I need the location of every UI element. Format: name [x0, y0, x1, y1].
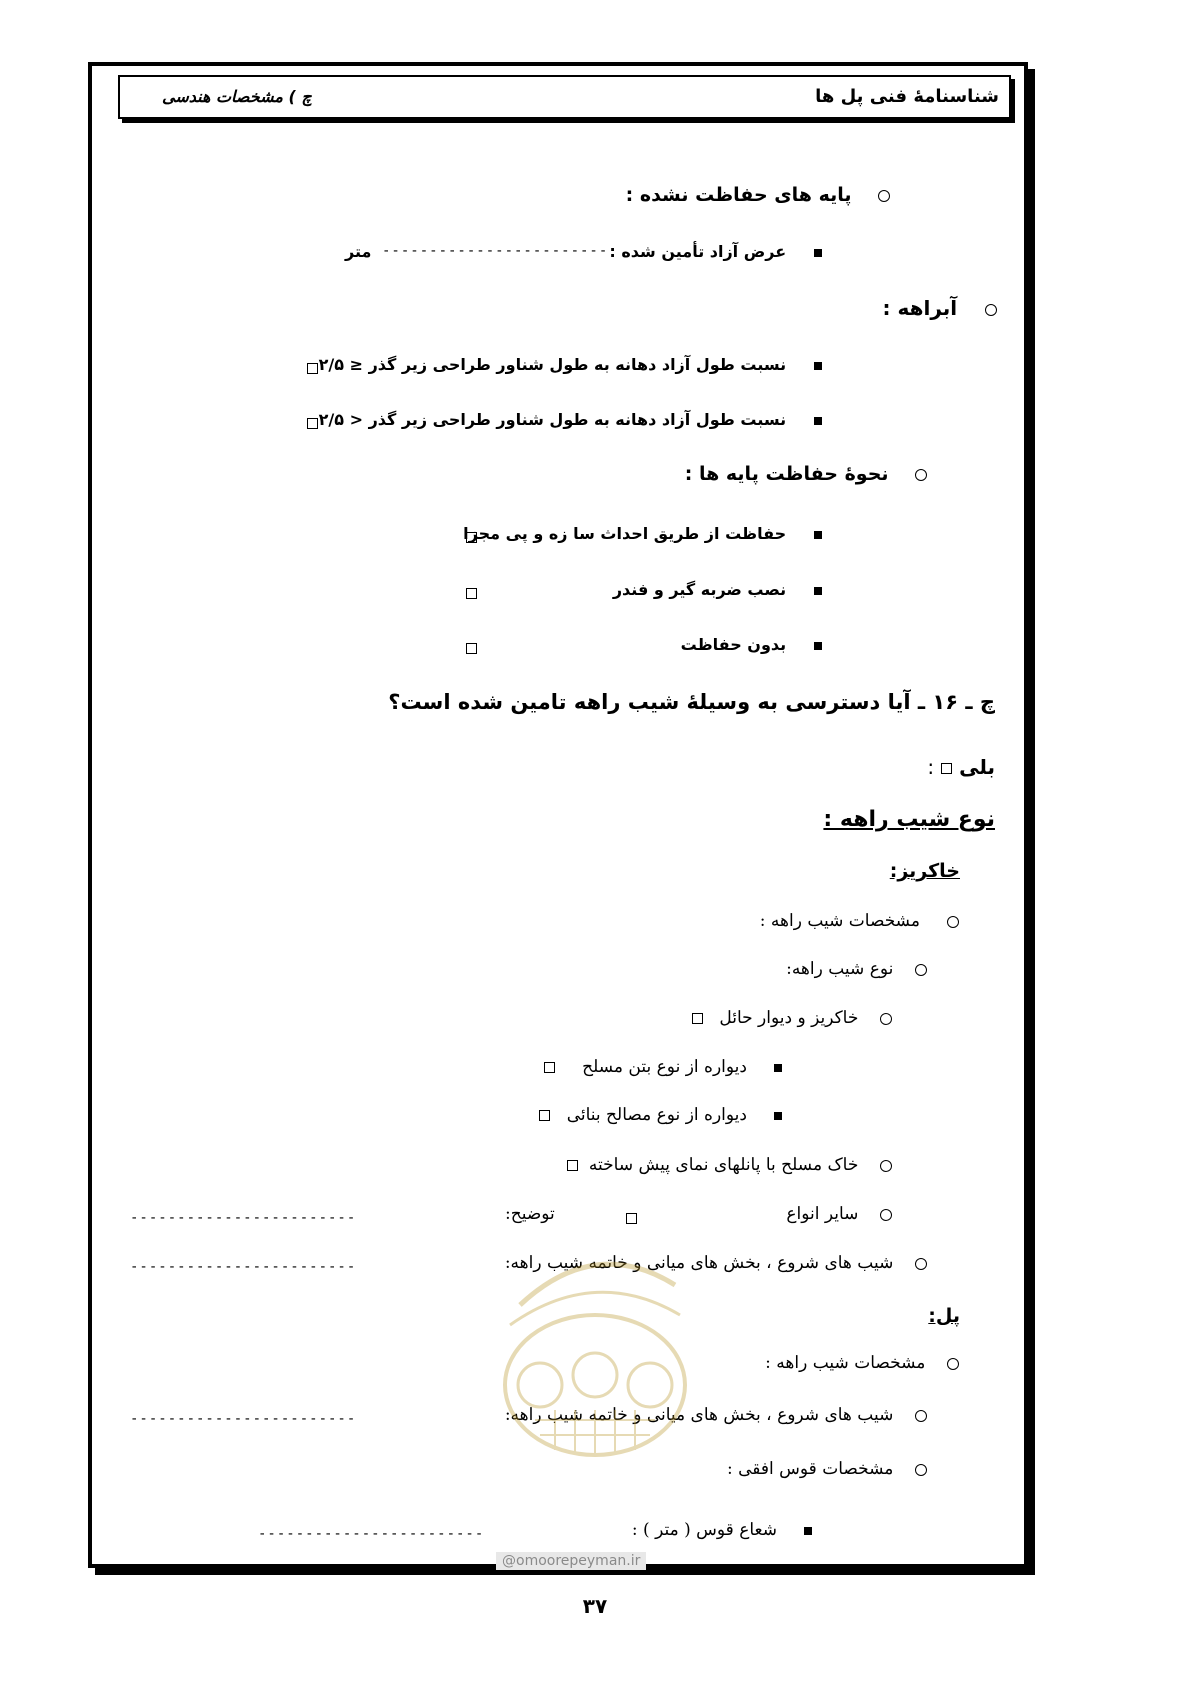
question-16: چ ـ ۱۶ ـ آیا دسترسی به وسیلهٔ شیب راهه تامین شده است؟ [388, 690, 995, 714]
ramp-type-heading: نوع شیب راهه : [823, 807, 995, 832]
circle-bullet-icon [947, 1358, 959, 1370]
circle-bullet-icon [915, 469, 927, 481]
checkbox-emb-retaining[interactable] [692, 1013, 703, 1024]
free-width-label: عرض آزاد تأمین شده : [609, 242, 787, 261]
horizontal-curve-label: مشخصات قوس افقی : [726, 1459, 894, 1479]
mse-panels-item [567, 1155, 892, 1175]
checkbox-prot-3[interactable] [466, 643, 477, 654]
wall-rc-item [544, 1057, 782, 1077]
circle-bullet-icon [947, 916, 959, 928]
ramp-specs-label: مشخصات شیب راهه : [759, 911, 920, 931]
embankment-heading: خاکریز: [889, 860, 960, 882]
circle-bullet-icon [915, 1464, 927, 1476]
yes-item [927, 755, 995, 779]
emb-retaining-label: خاکریز و دیوار حائل [719, 1008, 859, 1028]
bridge-heading: پل: [928, 1305, 960, 1327]
unprotected-piers-item [626, 184, 890, 206]
slopes-label: شیب های شروع ، بخش های میانی و خاتمه شیب راهه: [504, 1253, 894, 1273]
ramp-type-item [786, 959, 927, 979]
circle-bullet-icon [878, 190, 890, 202]
bridge-ramp-specs-item [765, 1353, 959, 1373]
other-types-label: سایر انواع [786, 1204, 859, 1224]
pier-protection-label: نحوهٔ حفاظت پایه ها : [684, 463, 889, 485]
yes-colon: : [927, 755, 935, 779]
checkbox-wall-masonry[interactable] [539, 1110, 550, 1121]
page-number: ۳۷ [582, 1594, 608, 1618]
circle-bullet-icon [985, 304, 997, 316]
ramp-type-label: نوع شیب راهه: [786, 959, 894, 979]
circle-bullet-icon [915, 1410, 927, 1422]
checkbox-prot-1[interactable] [466, 532, 477, 543]
horizontal-curve-item [727, 1459, 927, 1479]
ramp-specs-item [760, 911, 959, 931]
checkbox-ratio-le[interactable] [307, 363, 318, 374]
bridge-slopes-label: شیب های شروع ، بخش های میانی و خاتمه شیب راهه: [504, 1405, 894, 1425]
curve-radius-label: شعاع قوس ( متر ) : [631, 1520, 777, 1540]
checkbox-mse-panels[interactable] [567, 1160, 578, 1171]
square-bullet-icon [814, 362, 822, 370]
watermark-logo-icon [490, 1245, 700, 1465]
prot-3-item [681, 635, 822, 654]
circle-bullet-icon [915, 1258, 927, 1270]
bridge-slopes-blank: ------------------------ [130, 1411, 357, 1427]
bridge-ramp-specs-label: مشخصات شیب راهه : [765, 1353, 926, 1373]
square-bullet-icon [814, 249, 822, 257]
unprotected-piers-label: پایه های حفاظت نشده : [625, 184, 852, 206]
mse-panels-label: خاک مسلح با پانلهای نمای پیش ساخته [588, 1155, 859, 1175]
curve-radius-item [632, 1520, 812, 1540]
header-title: شناسنامهٔ فنی پل ها [815, 86, 999, 107]
prot-3-label: بدون حفاظت [680, 635, 787, 654]
square-bullet-icon [814, 531, 822, 539]
emb-retaining-item [692, 1008, 892, 1028]
ratio-gt-item [319, 410, 822, 429]
other-types-item [786, 1204, 892, 1224]
pier-protection-item [685, 463, 927, 485]
square-bullet-icon [774, 1064, 782, 1072]
circle-bullet-icon [880, 1209, 892, 1221]
unit-meter: متر [345, 242, 372, 261]
checkbox-other-types[interactable] [626, 1213, 637, 1224]
square-bullet-icon [774, 1112, 782, 1120]
waterway-label: آبراهه : [882, 296, 958, 320]
square-bullet-icon [804, 1527, 812, 1535]
ratio-gt-label: نسبت طول آزاد دهانه به طول شناور طراحی زیر گذر < ۲/۵ [318, 410, 787, 429]
square-bullet-icon [814, 642, 822, 650]
watermark-url: @omoorepeyman.ir [496, 1552, 646, 1570]
description-blank: ------------------------ [130, 1210, 357, 1226]
square-bullet-icon [814, 417, 822, 425]
checkbox-wall-rc[interactable] [544, 1062, 555, 1073]
prot-1-label: حفاظت از طریق احداث سا زه و پی مجزا [463, 524, 787, 543]
wall-rc-label: دیواره از نوع بتن مسلح [582, 1057, 747, 1077]
free-width-item [609, 242, 822, 261]
description-label: توضیح: [505, 1204, 555, 1224]
header-section: چ ) مشخصات هندسی [162, 87, 312, 106]
square-bullet-icon [814, 587, 822, 595]
circle-bullet-icon [880, 1013, 892, 1025]
circle-bullet-icon [915, 964, 927, 976]
wall-masonry-item [539, 1105, 782, 1125]
prot-2-label: نصب ضربه گیر و فندر [612, 580, 787, 599]
yes-label: بلی [959, 755, 995, 779]
wall-masonry-label: دیواره از نوع مصالح بنائی [566, 1105, 747, 1125]
curve-radius-blank: ------------------------ [258, 1526, 485, 1542]
ratio-le-item [319, 355, 822, 374]
prot-1-item [463, 524, 822, 543]
page-header [118, 75, 1011, 119]
prot-2-item [613, 580, 822, 599]
checkbox-prot-2[interactable] [466, 588, 477, 599]
waterway-item [883, 296, 997, 320]
ratio-le-label: نسبت طول آزاد دهانه به طول شناور طراحی زیر گذر ≤ ۲/۵ [318, 355, 787, 374]
checkbox-yes[interactable] [941, 763, 952, 774]
slopes-blank: ------------------------ [130, 1259, 357, 1275]
free-width-blank: ------------------------ [382, 243, 609, 259]
checkbox-ratio-gt[interactable] [307, 418, 318, 429]
circle-bullet-icon [880, 1160, 892, 1172]
